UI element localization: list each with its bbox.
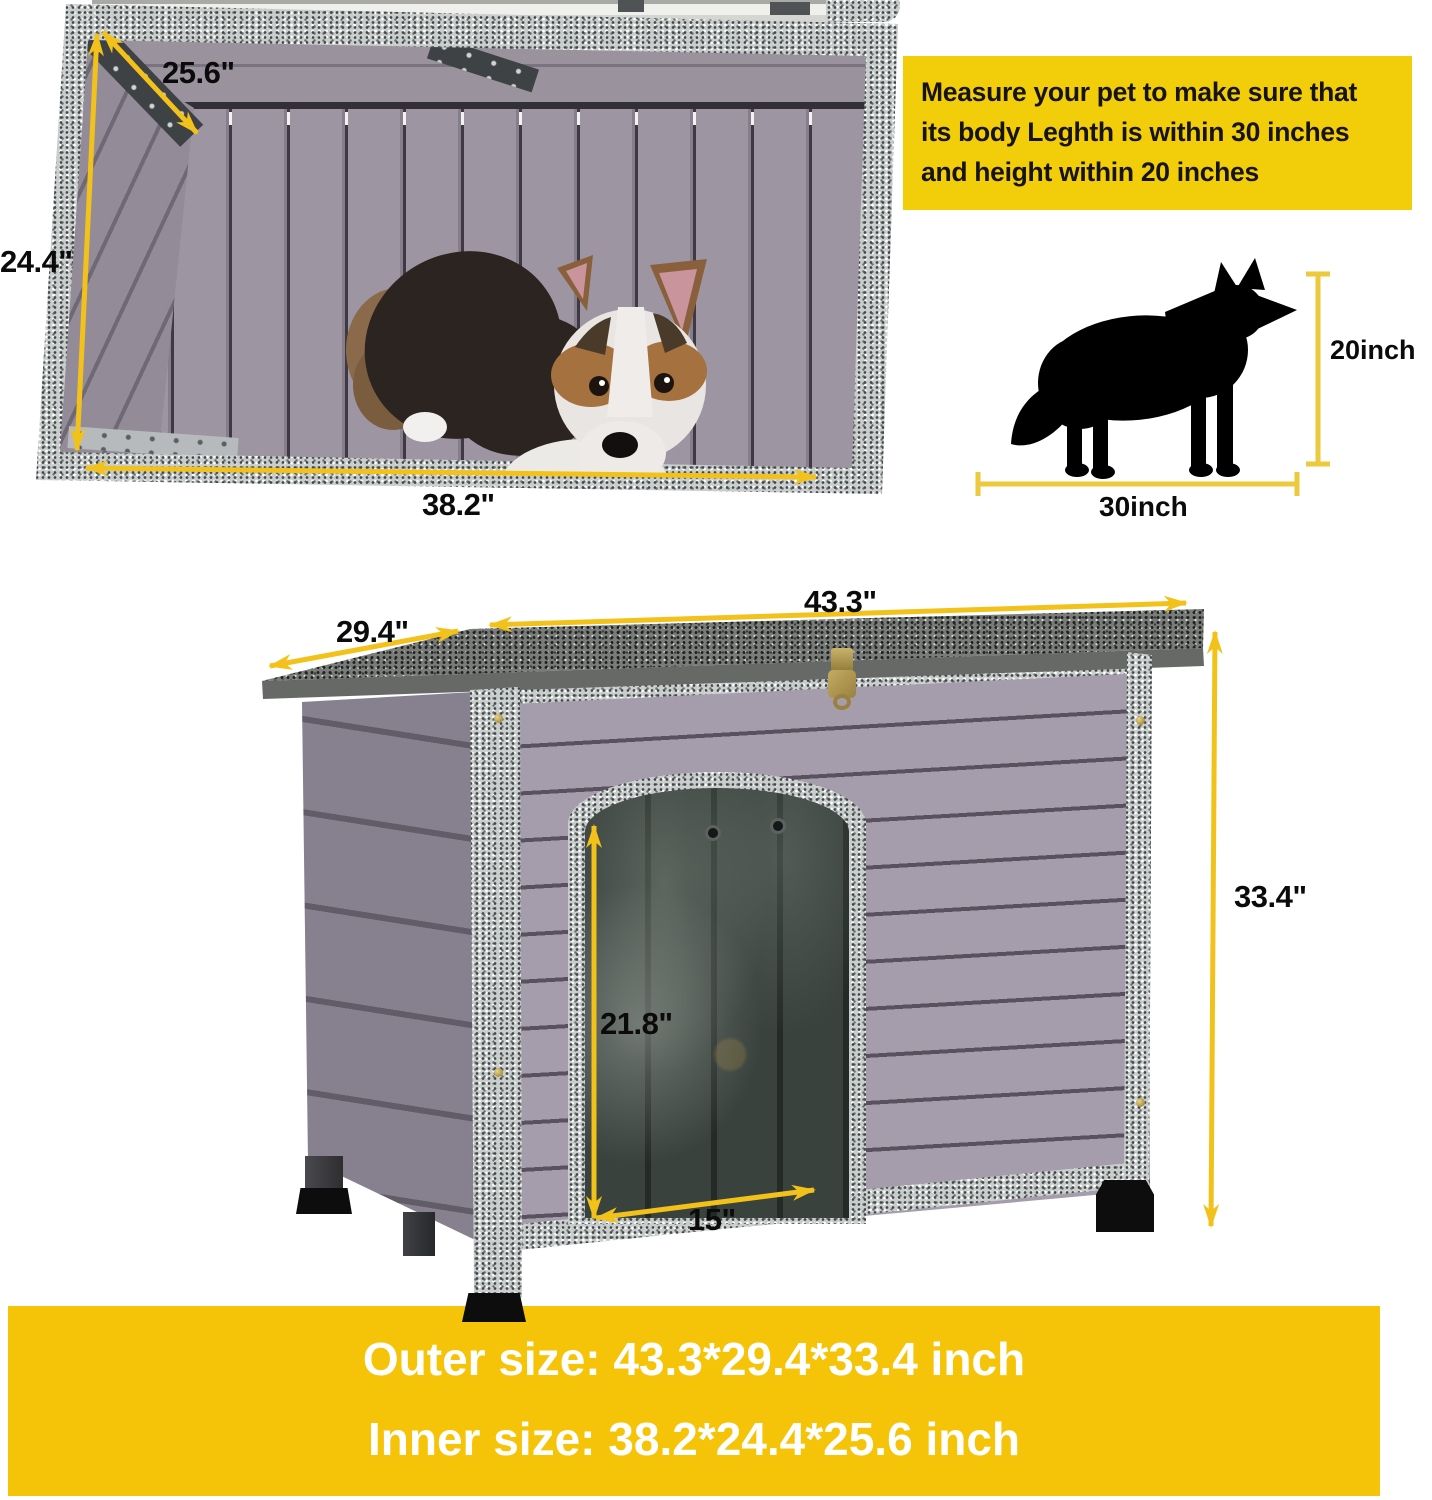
left-corner-post <box>468 686 522 1302</box>
note-line-2: its body Leghth is within 30 inches <box>921 117 1350 147</box>
flap-grommet-icon <box>705 825 721 841</box>
dog-silhouette-icon <box>985 250 1305 485</box>
exterior-height-label: 33.4" <box>1234 879 1307 914</box>
size-banner <box>8 1306 1380 1496</box>
screw-icon <box>1136 716 1145 725</box>
interior-depth-label: 25.6" <box>162 55 235 90</box>
lid-hinge-icon <box>770 2 810 15</box>
roof-latch-icon <box>824 648 860 712</box>
screw-icon <box>1136 1098 1145 1107</box>
lid-hinge-icon <box>618 0 644 12</box>
house-leg <box>403 1212 435 1256</box>
corgi-dog-photo <box>335 55 735 475</box>
door-width-label: 15" <box>688 1202 736 1237</box>
leg-foot <box>296 1188 352 1214</box>
pet-measure-note <box>903 56 1412 210</box>
dog-length-label: 30inch <box>1099 491 1188 522</box>
interior-width-label: 38.2" <box>422 487 495 522</box>
inner-size-text: Inner size: 38.2*24.4*25.6 inch <box>367 1413 1021 1465</box>
lid-corner-trim <box>826 0 900 22</box>
note-line-3: and height within 20 inches <box>921 157 1259 187</box>
flap-grommet-icon <box>770 818 786 834</box>
latch-plate <box>831 648 853 672</box>
interior-height-label: 24.4" <box>0 244 73 279</box>
exterior-width-label: 43.3" <box>804 584 877 619</box>
outer-size-text: Outer size: 43.3*29.4*33.4 inch <box>362 1333 1026 1385</box>
door-opening-flaps <box>585 788 849 1218</box>
dog-height-label: 20inch <box>1330 335 1416 365</box>
leg-foot <box>1096 1180 1154 1232</box>
leg-foot <box>462 1293 526 1322</box>
latch-hook <box>833 694 851 710</box>
door-height-label: 21.8" <box>600 1006 673 1041</box>
exterior-depth-label: 29.4" <box>336 614 409 649</box>
note-line-1: Measure your pet to make sure that <box>921 77 1358 107</box>
screw-icon <box>494 1068 503 1077</box>
screw-icon <box>494 714 503 723</box>
